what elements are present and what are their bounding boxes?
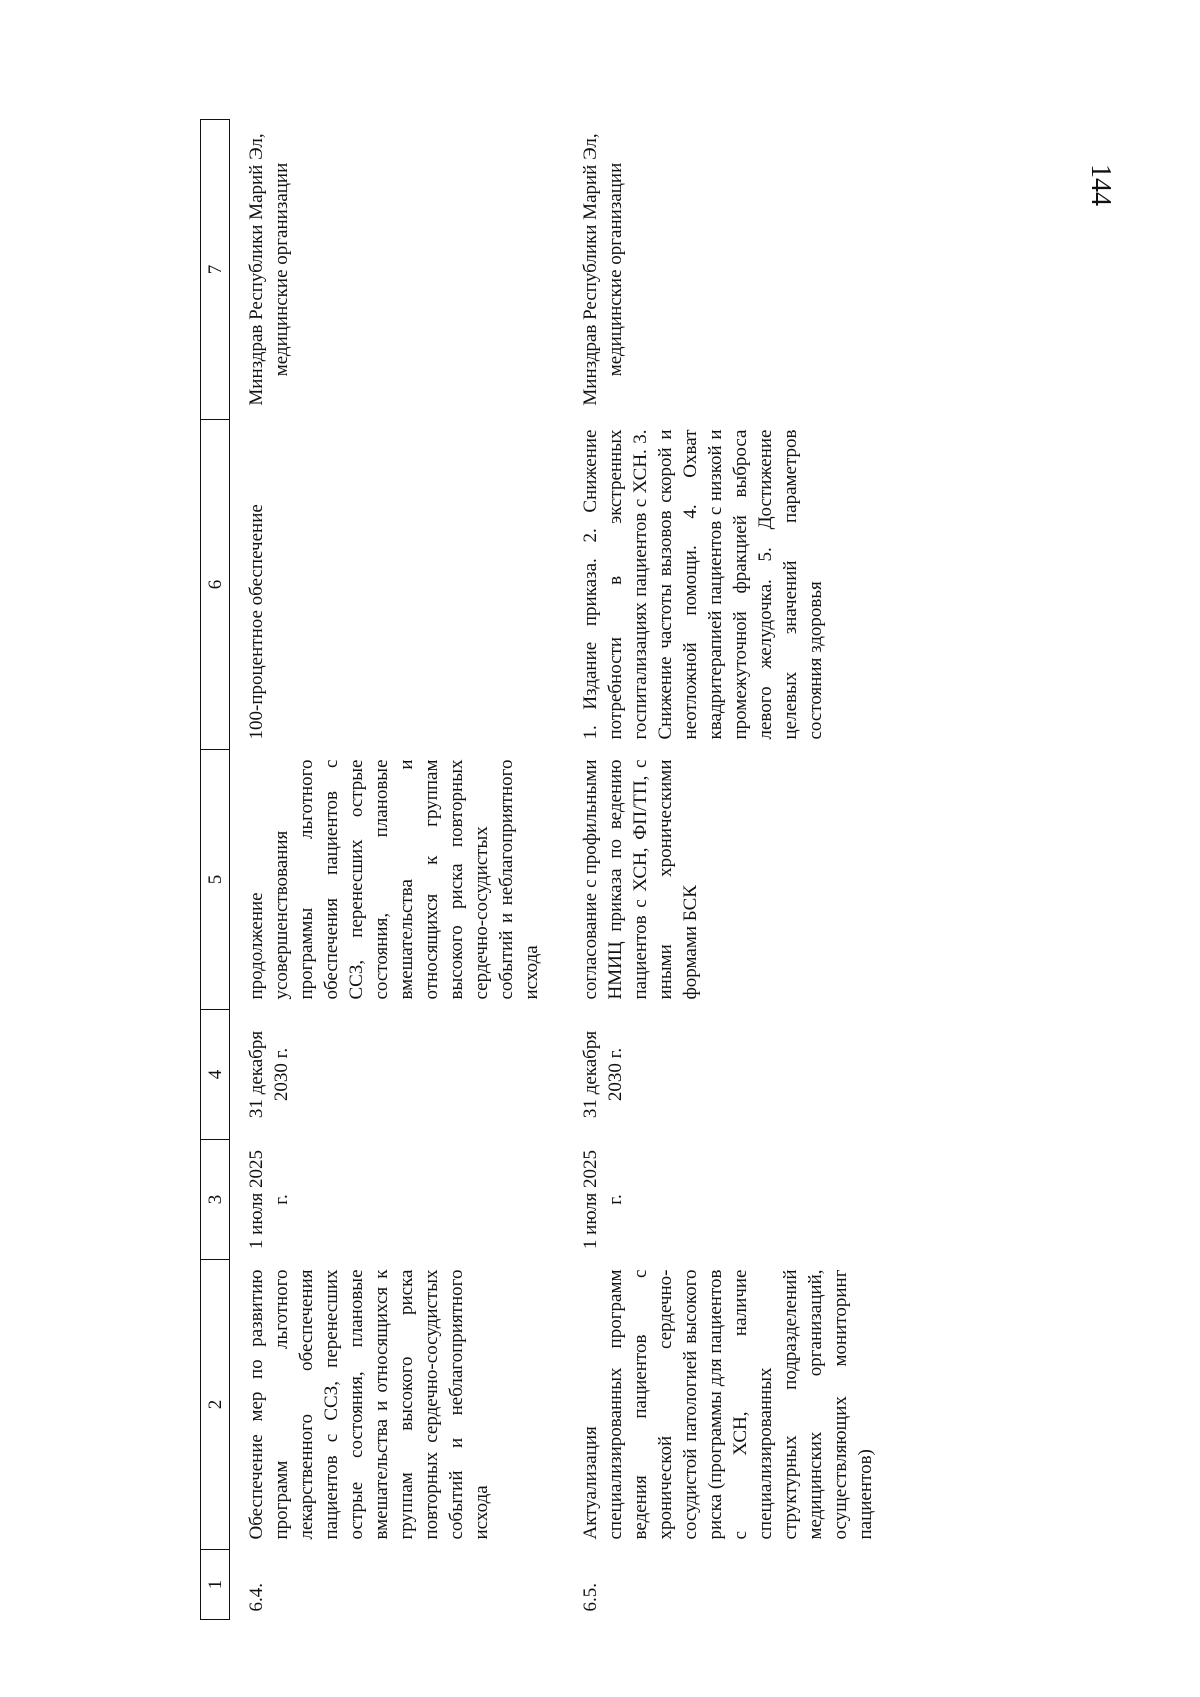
- result-cell: 1. Издание приказа. 2. Снижение потребности в экстренных госпитализациях пациентов с ХСН. 3. Снижение частоты вызовов скорой и неотложной помощи. 4. Охват квадритерапией пациентов с низкой и промежуточной фракцией выброса левого желудочка. 5. Достижение целевых значений параметров состояния здоровья: [580, 429, 826, 740]
- table-row: [564, 120, 898, 1620]
- column-header: 1: [201, 1550, 230, 1620]
- column-header: 7: [201, 120, 230, 420]
- page-number: 144: [1085, 164, 1116, 206]
- start-date-cell: 1 июля 2025 г.: [580, 1149, 626, 1250]
- end-date-cell: 31 декабря 2030 г.: [246, 1030, 292, 1119]
- measure-cell: Актуализация специализированных программ ведения пациентов с хронической сердечно-сосудистой патологией высокого риска (программы для пациентов с ХСН, наличие специализированных структурных подразделений медицинских организаций, осуществляющих мониторинг пациентов): [580, 1269, 876, 1540]
- responsible-cell: Минздрав Республики Марий Эл, медицинские организации: [246, 133, 292, 406]
- table-header-row: [201, 120, 230, 1620]
- activity-cell: согласование с профильными НМИЦ приказа по ведению пациентов с ХСН, ФП/ТП, с иными хроническими формами БСК: [580, 759, 701, 1000]
- measures-table-rotated: [200, 120, 1020, 1620]
- column-header: 2: [201, 1260, 230, 1550]
- column-header: 6: [201, 420, 230, 750]
- responsible-cell: Минздрав Республики Марий Эл, медицинские организации: [580, 133, 626, 406]
- table-row: [230, 120, 565, 1620]
- end-date-cell: 31 декабря 2030 г.: [580, 1030, 626, 1119]
- activity-cell: продолжение усовершенствования программы льготного обеспечения пациентов с ССЗ, перенесших острые состояния, плановые вмешательства и относящихся к группам высокого риска повторных сердечно-сосудистых событий и неблагоприятного исхода: [246, 759, 542, 1000]
- column-header: 3: [201, 1140, 230, 1260]
- start-date-cell: 1 июля 2025 г.: [246, 1149, 292, 1250]
- result-cell: 100-процентное обеспечение: [246, 504, 267, 740]
- measure-cell: Обеспечение мер по развитию программ льготного лекарственного обеспечения пациентов с ССЗ, перенесших острые состояния, плановые вмешательства и относящихся к группам высокого риска повторных сердечно-сосудистых событий и неблагоприятного исхода: [246, 1269, 492, 1540]
- row-number: 6.5.: [580, 1583, 601, 1612]
- column-header: 5: [201, 750, 230, 1010]
- column-header: 4: [201, 1010, 230, 1140]
- measures-table: [200, 119, 898, 1620]
- row-number: 6.4.: [246, 1583, 267, 1612]
